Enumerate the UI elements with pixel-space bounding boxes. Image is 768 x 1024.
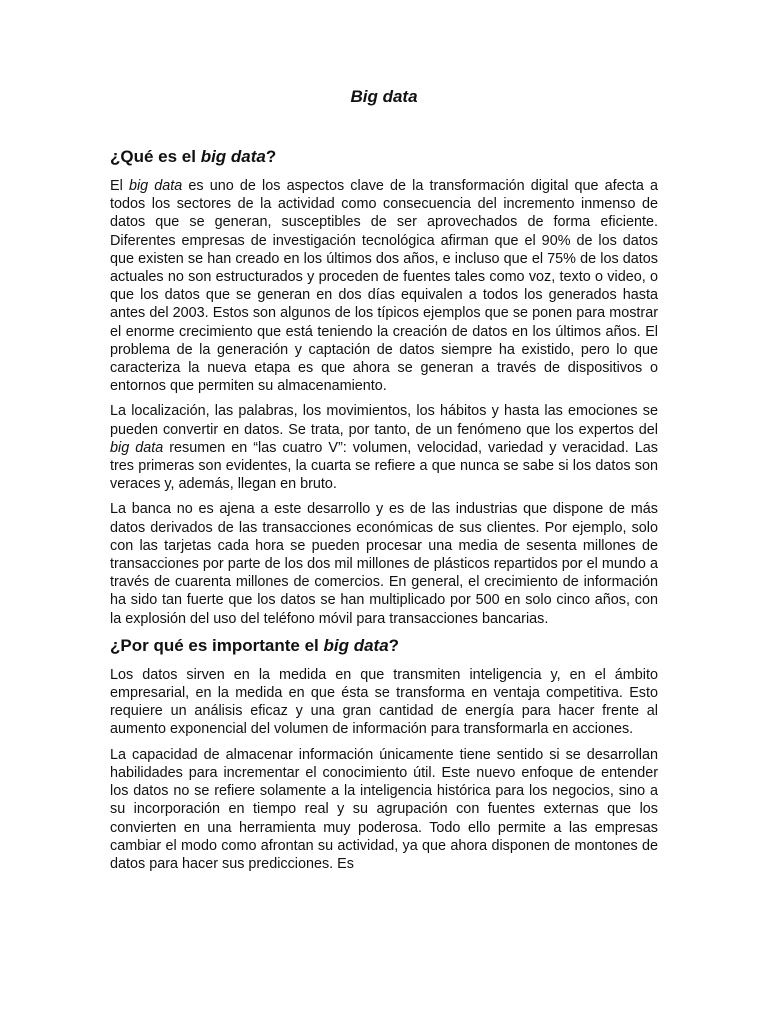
paragraph: El big data es uno de los aspectos clave de la transformación digital que afecta a todos los sectores de la actividad como consecuencia del incremento inmenso de datos que se generan, susceptibles de ser aprovechados de forma eficiente. Diferentes empresas de investigación tecnológica afirman que el 90% de los datos que existen se han creado en los últimos dos años, e incluso que el 75% de los datos actuales no son estructurados y proceden de fuentes tales como voz, texto o video, o que los datos que se generan en dos días equivalen a todos los generados hasta antes del 2003. Estos son algunos de los típicos ejemplos que se ponen para mostrar el enorme crecimiento que está teniendo la creación de datos en los últimos años. El problema de la generación y captación de datos siempre ha existido, pero lo que caracteriza la nueva etapa es que ahora se generan a través de dispositivos o entornos que permiten su almacenamiento.	[110, 178, 659, 395]
paragraph: Los datos sirven en la medida en que transmiten inteligencia y, en el ámbito empresarial, en la medida en que ésta se transforma en ventaja competitiva. Esto requiere un análisis eficaz y una gran cantidad de energía para hacer frente al aumento exponencial del volumen de información para transformarla en acciones.	[110, 666, 658, 738]
section-what-is-big-data	[110, 146, 658, 628]
section-why-important	[110, 635, 658, 873]
paragraph: La banca no es ajena a este desarrollo y es de las industrias que dispone de más datos derivados de las transacciones económicas de sus clientes. Por ejemplo, solo con las tarjetas cada hora se pueden procesar una media de sesenta millones de transacciones por parte de los dos mil millones de plásticos repartidos por el mundo a través de cuarenta millones de comercios. En general, el crecimiento de información ha sido tan fuerte que los datos se han multiplicado por 500 en solo cinco años, con la explosión del uso del teléfono móvil para transacciones bancarias.	[110, 501, 658, 627]
paragraph: La capacidad de almacenar información únicamente tiene sentido si se desarrollan habilidades para incrementar el conocimiento útil. Este nuevo enfoque de entender los datos no se refiere solamente a la inteligencia histórica para los negocios, sino a su incorporación en tiempo real y su agrupación con fuentes externas que los convierten en una herramienta muy poderosa. Todo ello permite a las empresas cambiar el modo como afrontan su actividad, ya que ahora disponen de montones de datos para hacer sus predicciones. Es	[110, 746, 658, 872]
section-heading: ¿Qué es el big data?	[110, 147, 277, 166]
document-body	[110, 146, 658, 880]
document-title: Big data	[350, 87, 418, 106]
paragraph: La localización, las palabras, los movimientos, los hábitos y hasta las emociones se pueden convertir en datos. Se trata, por tanto, de un fenómeno que los expertos del big data resumen en “las cuatro V”: volumen, velocidad, variedad y veracidad. Las tres primeras son evidentes, la cuarta se refiere a que nunca se sabe si los datos son veraces y, además, llegan en bruto.	[110, 403, 658, 493]
section-heading: ¿Por qué es importante el big data?	[110, 635, 400, 655]
